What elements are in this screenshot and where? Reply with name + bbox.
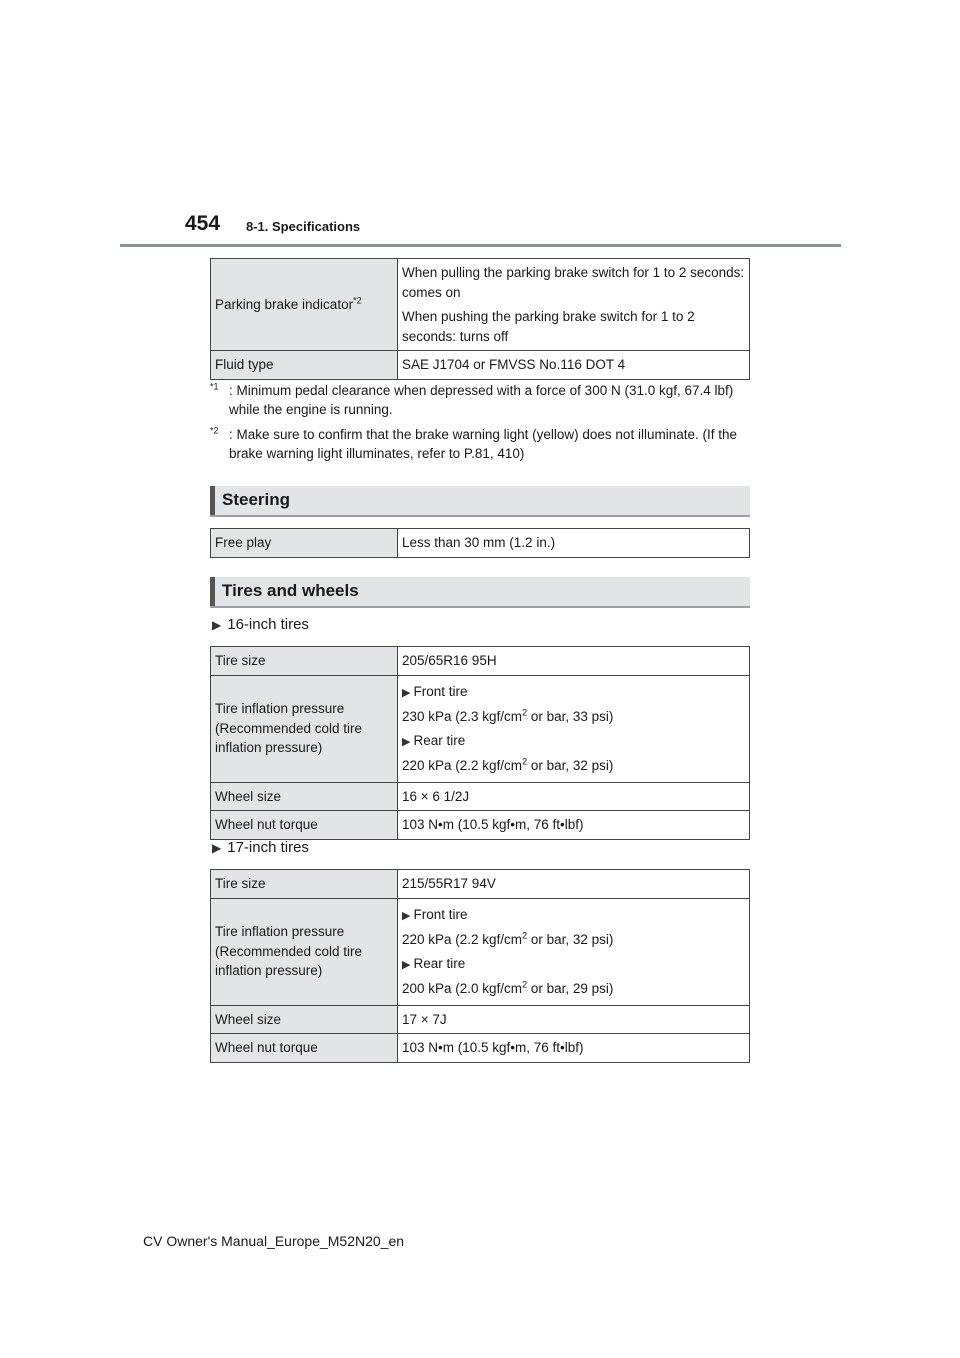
table-row [211,351,750,380]
table-row [211,647,750,676]
wheel-nut-torque-value: 103 N•m (10.5 kgf•m, 76 ft•lbf) [398,1034,750,1063]
table-row [211,259,750,351]
tire-size-label: Tire size [211,870,398,899]
wheel-nut-torque-label: Wheel nut torque [211,1034,398,1063]
wheel-nut-torque-label: Wheel nut torque [211,811,398,840]
free-play-label: Free play [211,529,398,558]
free-play-value: Less than 30 mm (1.2 in.) [398,529,750,558]
wheel-nut-torque-value: 103 N•m (10.5 kgf•m, 76 ft•lbf) [398,811,750,840]
triangle-bullet-icon: ▶ [402,909,411,922]
tire-pressure-label: Tire inflation pressure (Recommended cold tire inflation pressure) [211,675,398,782]
triangle-bullet-icon: ▶ [212,841,222,855]
fluid-type-label: Fluid type [211,351,398,380]
triangle-bullet-icon: ▶ [402,959,411,972]
triangle-bullet-icon: ▶ [402,736,411,749]
parking-brake-indicator-value: When pulling the parking brake switch for 1 to 2 seconds: comes on When pushing the parking brake switch for 1 to 2 seconds: turns off [398,259,750,351]
footnote-1: $^{*1}$ : Minimum pedal clearance when depressed with a force of 300 N (31.0 kgf, 67.4 lbf) while the engine is running. [210,381,734,417]
section-title: 8-1. Specifications [246,219,361,234]
tires-16-table [210,646,750,840]
parking-brake-indicator-label: Parking brake indicator$^{*2}$ [211,259,398,351]
wheel-size-value: 17 × 7J [398,1005,750,1034]
tire-pressure-value: ▶ Front tire 230 kPa (2.3 kgf/$cm^2$ or bar, 33 psi) ▶ Rear tire 220 kPa (2.2 kgf/$cm^2$ or bar, 32 psi) [398,675,750,782]
steering-spec-table [210,528,750,558]
fluid-type-value: SAE J1704 or FMVSS No.116 DOT 4 [398,351,750,380]
tires-17-table [210,869,750,1063]
footer-manual-id: CV Owner's Manual_Europe_M52N20_en [143,1233,405,1249]
table-row [211,898,750,1005]
wheel-size-value: 16 × 6 1/2J [398,782,750,811]
tire-size-value: 205/65R16 95H [398,647,750,676]
table-row [211,675,750,782]
header-divider [120,244,841,247]
table-row [211,782,750,811]
footnote-2: $^{*2}$ : Make sure to confirm that the brake warning light (yellow) does not illuminate. (If the brake warning light illuminates, refer to P.81, 410) [210,425,737,461]
triangle-bullet-icon: ▶ [402,686,411,699]
table-row [211,529,750,558]
brake-spec-table [210,258,750,380]
table-row [211,1005,750,1034]
tire-size-label: Tire size [211,647,398,676]
subheading-17-inch: ▶ 17-inch tires [212,839,309,856]
tire-pressure-label: Tire inflation pressure (Recommended cold tire inflation pressure) [211,898,398,1005]
wheel-size-label: Wheel size [211,1005,398,1034]
steering-heading: Steering [210,486,750,517]
table-row [211,1034,750,1063]
tires-wheels-heading: Tires and wheels [210,577,750,608]
subheading-16-inch: ▶ 16-inch tires [212,616,309,633]
triangle-bullet-icon: ▶ [212,618,222,632]
tire-size-value: 215/55R17 94V [398,870,750,899]
page-number: 454 [185,212,221,235]
tire-pressure-value: ▶ Front tire 220 kPa (2.2 kgf/$cm^2$ or bar, 32 psi) ▶ Rear tire 200 kPa (2.0 kgf/$cm^2$ or bar, 29 psi) [398,898,750,1005]
table-row [211,870,750,899]
table-row [211,811,750,840]
wheel-size-label: Wheel size [211,782,398,811]
